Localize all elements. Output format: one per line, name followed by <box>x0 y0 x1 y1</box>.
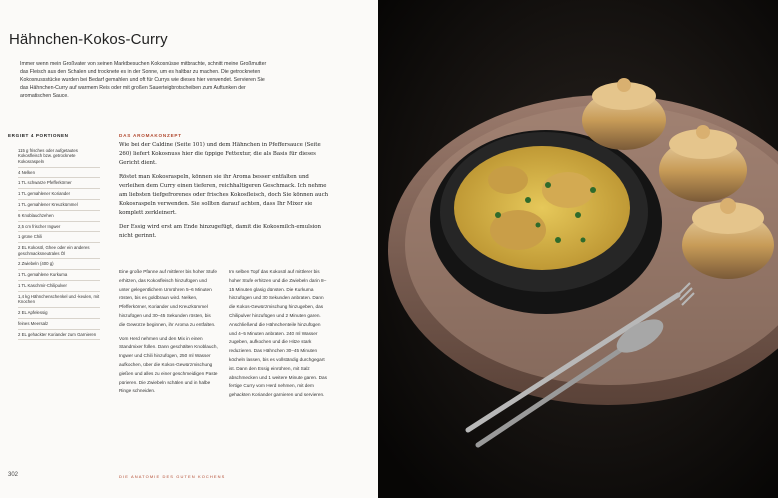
ingredient-item: 4 Nelken <box>18 168 100 179</box>
method-paragraph: Vom Herd nehmen und den Mix in einen Standmixer füllen. Dann geschälten Knoblauch, Ingwer und Chili hinzufügen, 250 ml Wasser aufkochen, über die Kokos-Gewürzmischung gießen und alles zu einer geschmeidigen Paste pürieren. Die Zwiebeln schälen und in halbe Ringe schneiden. <box>119 335 218 394</box>
aroma-paragraph: Der Essig wird erst am Ende hinzugefügt, damit die Kokosmilch-emulsion nicht gerinnt. <box>119 223 322 239</box>
ingredient-item: 2 EL Kokosöl, Ghee oder ein anderes geschmacksneutrales Öl <box>18 243 100 259</box>
ingredient-item: 2 Zwiebeln (400 g) <box>18 259 100 270</box>
ingredient-item: 2,5 cm frischer Ingwer <box>18 222 100 233</box>
ingredient-item: 1 TL schwarze Pfefferkörner <box>18 178 100 189</box>
method-paragraph: Eine große Pfanne auf mittlerer bis hoher Stufe erhitzen, das Kokosfleisch hinzufügen und unter gelegentlichem Umrühren 5–6 Minuten rösten, bis es goldbraun wird. Nelken, Pfefferkörner, Koriander und Kreuzkümmel hinzufügen und 30–45 Sekunden rösten, bis die Gewürze beginnen, ihr Aroma zu entfalten. <box>119 269 217 327</box>
page-number: 302 <box>8 472 19 478</box>
curry-bowl <box>430 130 662 314</box>
aroma-concept-text <box>119 141 329 245</box>
ingredient-item: 1 TL gemahlener Kreuzkümmel <box>18 200 100 211</box>
ingredient-item: 2 EL gehackter Koriander zum Garnieren <box>18 330 100 341</box>
ingredient-item: 1,4 kg Hähnchenschenkel und -keulen, mit Knochen <box>18 292 100 308</box>
ingredient-item: 6 Knoblauchzehen <box>18 211 100 222</box>
method-column-2 <box>229 268 328 405</box>
photo-page <box>378 0 778 498</box>
recipe-intro: Immer wenn mein Großvater von seinen Marktbesuchen Kokosnüsse mitbrachte, schnitt meine Großmutter das Fleisch aus den Schalen und trocknete es in der Sonne, um es haltbar zu machen. Die getrockneten Kokosnussstücke wurden bei Bedarf gemahlen und oft für Currys wie dieses hier verwendet. Servieren Sie das Hähnchen-Curry auf warmem Reis oder mit großen Sauerteigbrotscheiben zum Auftunken der aromatischen Sauce. <box>20 61 267 100</box>
ingredient-item: 1 TL gemahlener Koriander <box>18 189 100 200</box>
left-page <box>0 0 378 498</box>
ingredient-item: 1 grüne Chili <box>18 232 100 243</box>
recipe-title: Hähnchen-Kokos-Curry <box>9 31 168 48</box>
ingredient-item: 2 EL Apfelessig <box>18 308 100 319</box>
ingredient-item: 1 TL gemahlene Kurkuma <box>18 270 100 281</box>
running-footer: DIE ANATOMIE DES GUTEN KOCHENS <box>119 474 226 479</box>
aroma-paragraph: Wie bei der Caldine (Seite 101) und dem Hähnchen in Pfeffersauce (Seite 260) liefert Kokosnuss hier die üppige Fettextur, die als Basis für dieses Gericht dient. <box>119 142 321 167</box>
method-column-1 <box>119 268 218 401</box>
ingredient-list <box>18 146 100 340</box>
servings-label: ERGIBT 4 PORTIONEN <box>8 133 69 138</box>
ingredient-item: 1 TL Kaschmir-Chilipulver <box>18 281 100 292</box>
method-paragraph: Im selben Topf das Kokosöl auf mittlerer bis hoher Stufe erhitzen und die Zwiebeln darin 8–15 Minuten glasig dünsten. Die Kurkuma hinzufügen und 30 Sekunden anbraten. Dann die Kokos-Gewürzmischung hinzugeben, das Chilipulver hinzufügen und 2 Minuten garen. Anschließend die Hähnchenteile hinzufügen und 4–5 Minuten anbraten. 240 ml Wasser zugeben, aufkochen und die Hitze stark reduzieren. Das Hähnchen 30–45 Minuten köcheln lassen, bis es vollständig durchgegart ist. Dann den Essig einrühren, mit Salz abschmecken und 1 weitere Minute garen. Das fertige Curry vom Herd nehmen, mit dem gehackten Koriander garnieren und servieren. <box>229 269 327 398</box>
ingredient-item: feines Meersalz <box>18 319 100 330</box>
aroma-concept-label: DAS AROMAKONZEPT <box>119 133 182 138</box>
ingredient-item: 115 g frisches oder aufgetautes Kokosfleisch bzw. getrocknete Kokosraspeln <box>18 146 100 168</box>
curry-photo <box>378 0 778 498</box>
aroma-paragraph: Röstet man Kokosraspeln, können sie ihr Aroma besser entfalten und verleihen dem Curry einen tieferen, reichhaltigeren Geschmack. Ich nehme am liebsten tiefgefrorenes oder frisches Kokosfleisch, doch Sie können auch Kokosraspeln verwenden. Sie sollten darauf achten, dass Ihr Mixer sie komplett zerkleinert. <box>119 173 329 217</box>
